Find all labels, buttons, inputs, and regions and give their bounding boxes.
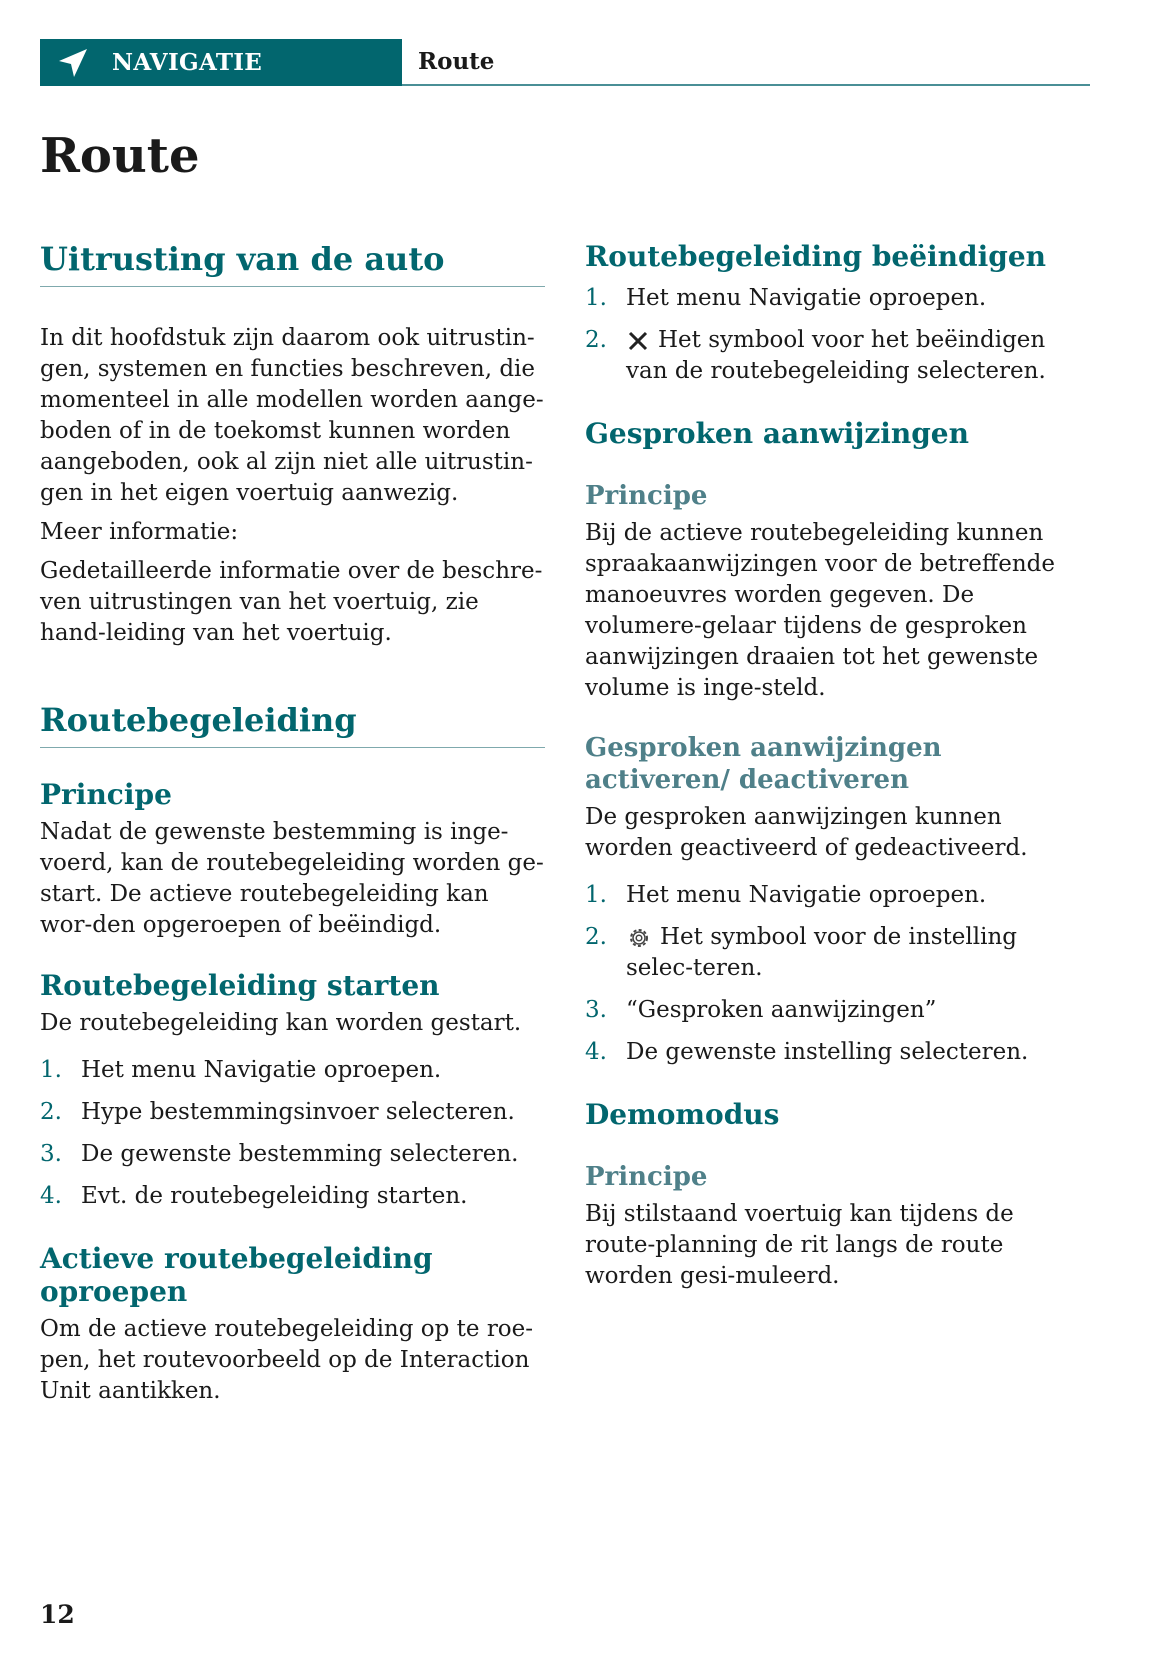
- paragraph: Meer informatie:: [40, 519, 239, 545]
- minor-heading: Gesproken aanwijzingen activeren/ deactiveren: [585, 733, 942, 795]
- paragraph: Om de actieve routebegeleiding op te roe-pen, het routevoorbeeld op de Interaction Unit aantikken.: [40, 1316, 534, 1404]
- list-item: [585, 1037, 1090, 1068]
- paragraph: De gesproken aanwijzingen kunnen worden geactiveerd of gedeactiveerd.: [585, 804, 1028, 861]
- gear-icon: [626, 925, 652, 951]
- paragraph: In dit hoofdstuk zijn daarom ook uitrustin-gen, systemen en functies beschreven, die momenteel in alle modellen worden aange-boden of in de toekomst kunnen worden aangeboden, ook al zijn niet alle uitrustin-gen in het eigen voertuig aanwezig.: [40, 325, 544, 506]
- page-number: 12: [40, 1600, 75, 1629]
- step-number: 2.: [40, 1099, 62, 1125]
- step-text: Het symbool voor het beëindigen van de routebegeleiding selecteren.: [626, 327, 1046, 384]
- step-number: 3.: [585, 997, 607, 1023]
- right-column: [585, 240, 1090, 1300]
- paragraph: Bij stilstaand voertuig kan tijdens de route-planning de rit langs de route worden gesi-muleerd.: [585, 1201, 1014, 1289]
- step-number: 4.: [40, 1183, 62, 1209]
- minor-heading: Principe: [585, 481, 708, 511]
- step-text: Het symbool voor de instelling selec-teren.: [626, 924, 1017, 981]
- step-number: 1.: [585, 882, 607, 908]
- steps-list: [40, 1055, 545, 1212]
- list-item: [585, 922, 1090, 984]
- page-title: Route: [40, 128, 200, 184]
- section-heading: Uitrusting van de auto: [40, 240, 545, 287]
- list-item: [40, 1097, 545, 1128]
- section-tab: [40, 39, 402, 86]
- step-text: De gewenste bestemming selecteren.: [81, 1141, 519, 1167]
- navigation-arrow-icon: [56, 46, 90, 80]
- step-text: Het menu Navigatie oproepen.: [626, 285, 987, 311]
- step-text: De gewenste instelling selecteren.: [626, 1039, 1029, 1065]
- header-divider: [402, 84, 1090, 86]
- step-number: 4.: [585, 1039, 607, 1065]
- steps-list: [585, 283, 1090, 387]
- section-heading: Routebegeleiding: [40, 701, 545, 748]
- minor-heading: Principe: [585, 1162, 708, 1192]
- list-item: [585, 880, 1090, 911]
- paragraph: De routebegeleiding kan worden gestart.: [40, 1010, 522, 1036]
- step-number: 3.: [40, 1141, 62, 1167]
- step-number: 1.: [585, 285, 607, 311]
- paragraph: Bij de actieve routebegeleiding kunnen spraakaanwijzingen voor de betreffende manoeuvres worden gegeven. De volumere-gelaar tijdens de gesproken aanwijzingen draaien tot het gewenste volume is inge-steld.: [585, 520, 1055, 701]
- subheading: Gesproken aanwijzingen: [585, 417, 969, 450]
- topic-label: Route: [418, 48, 495, 75]
- left-column: [40, 240, 545, 1415]
- step-text: “Gesproken aanwijzingen”: [626, 997, 937, 1023]
- list-item: [40, 1139, 545, 1170]
- step-number: 2.: [585, 327, 607, 353]
- step-number: 1.: [40, 1057, 62, 1083]
- close-icon: [626, 329, 650, 353]
- list-item: [585, 995, 1090, 1026]
- paragraph: Nadat de gewenste bestemming is inge-voerd, kan de routebegeleiding worden ge-start. De actieve routebegeleiding kan wor-den opgeroepen of beëindigd.: [40, 819, 544, 938]
- steps-list: [585, 880, 1090, 1068]
- list-item: [585, 283, 1090, 314]
- list-item: [40, 1055, 545, 1086]
- step-number: 2.: [585, 924, 607, 950]
- section-label: NAVIGATIE: [112, 49, 263, 76]
- page-header: [40, 39, 1090, 86]
- step-text: Evt. de routebegeleiding starten.: [81, 1183, 468, 1209]
- step-text: Hype bestemmingsinvoer selecteren.: [81, 1099, 515, 1125]
- step-text: Het menu Navigatie oproepen.: [626, 882, 987, 908]
- subheading: Demomodus: [585, 1098, 780, 1131]
- subheading: Routebegeleiding starten: [40, 969, 440, 1002]
- subheading: Routebegeleiding beëindigen: [585, 240, 1046, 273]
- list-item: [40, 1181, 545, 1212]
- paragraph: Gedetailleerde informatie over de beschre-ven uitrustingen van het voertuig, zie hand-leiding van het voertuig.: [40, 558, 543, 646]
- subheading: Actieve routebegeleiding oproepen: [40, 1242, 433, 1308]
- step-text: Het menu Navigatie oproepen.: [81, 1057, 442, 1083]
- list-item: [585, 325, 1090, 387]
- subheading: Principe: [40, 778, 172, 811]
